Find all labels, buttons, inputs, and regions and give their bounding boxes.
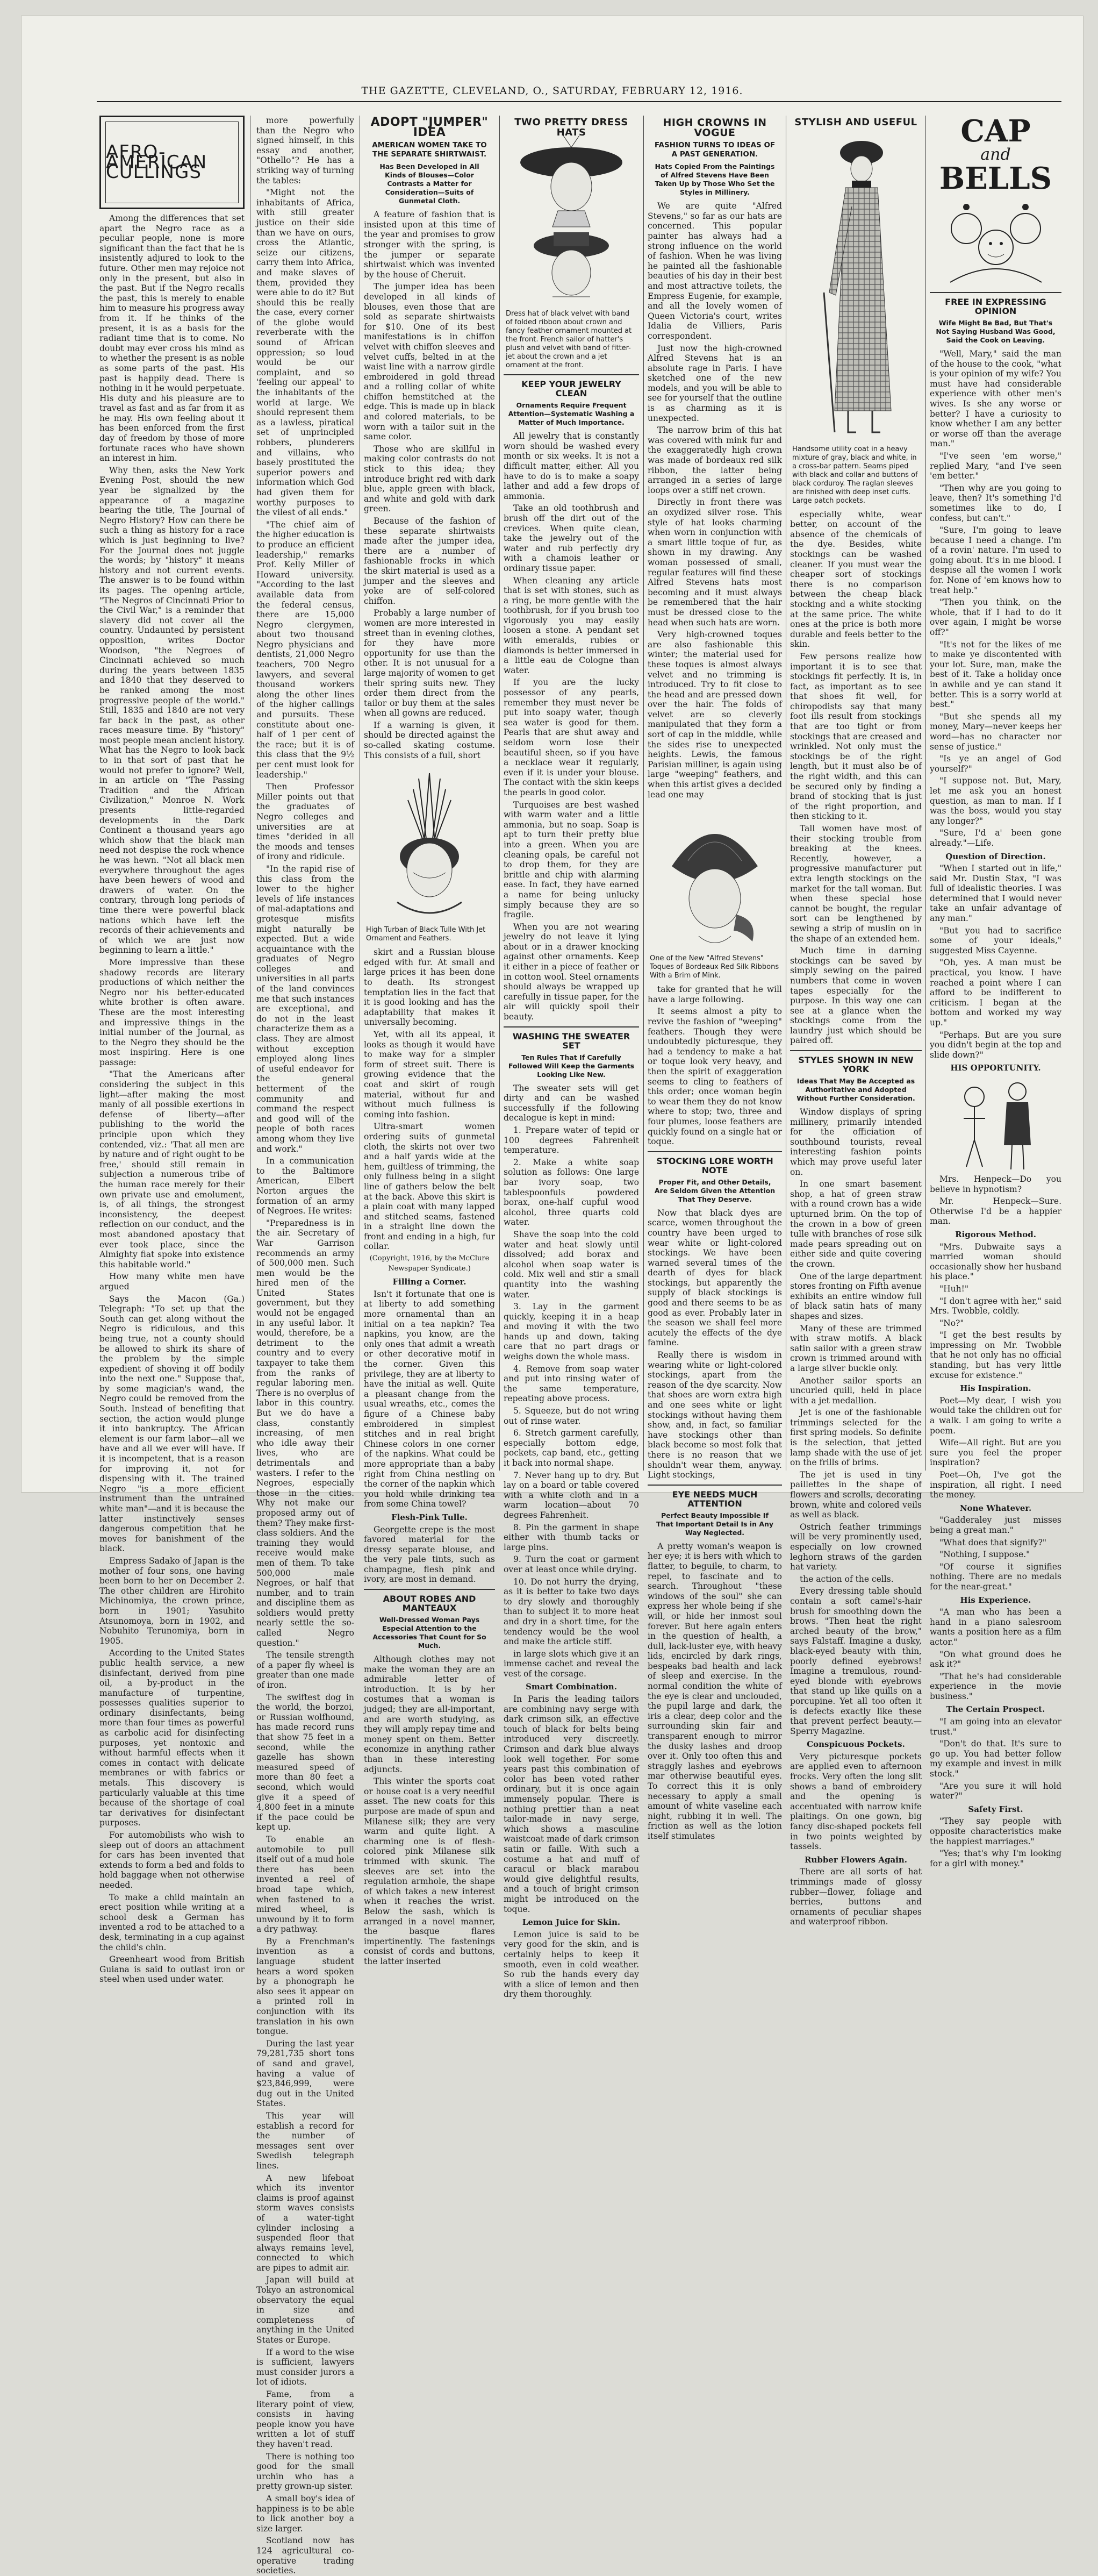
paragraph: Empress Sadako of Japan is the mother of four sons, one having been born to her on December 2. The other children are Hirohito Michinomiya, the crown prince, born in 1901; Yasuhito Atsunomoya, born in 1902, and Nobuhito Terunomiya, born in 1905. [99,1555,245,1646]
paragraph: "Is ye an angel of God yourself?" [930,754,1061,774]
paragraph: "Are you sure it will hold water?" [930,1781,1061,1801]
headline-two-pretty-dress-hats: TWO PRETTY DRESS HATS [514,117,628,138]
paragraph: Isn't it fortunate that one is at liberty to add something more ornamental than an initial on a tea napkin? Tea napkins, you know, are the only ones that admit a wreath or other decorative motif in the corner. Given this privilege, they are at liberty to have the initial as well. Quite a pleasant change from the usual wreaths, etc., comes the figure of a Chinese baby embroidered in simplest stitches and in real bright Chinese colors in one corner of the napkins. What could be more appropriate than a baby right from China nestling on the corner of the napkin which you hold while drinking tea from some China towel? [364,1289,495,1509]
subhead: The Certain Prospect. [946,1704,1045,1715]
paragraph: In Paris the leading tailors are combining navy serge with dark crimson silk, an effective touch of black for belts being introduced very discreetly. Crimson and dark blue always look well together. For some years past this combination of color has been voted rather ordinary, but it is once again immensely popular. There is nothing prettier than a neat tailor-made in navy serge, which shows a masculine waistcoat made of dark crimson satin or faille. With such a costume a hat and muff of caracul or black marabou would give delightful results, and a touch of bright crimson might be introduced on the toque. [504,1694,639,1914]
paragraph: 10. Do not hurry the drying, as it is better to take two days to dry slowly and thoroughly than to subject it to more heat and dry in a short time, for the tendency would be the wool and make the article stiff. [504,1576,639,1647]
figure-caption: Handsome utility coat in a heavy mixture of gray, black and white, in a cross-bar pattern. Seams piped with black and collar and buttons of black corduroy. The raglan sleeves are finished with deep inset cuffs. Large patch pockets. [792,445,918,505]
subhead: None Whatever. [959,1503,1032,1513]
paragraph: "Of course it signifies nothing. There are no medals for the near-great." [930,1561,1061,1592]
paragraph: 3. Lay in the garment quickly, keeping it in a heap and moving it with the two hands up and down, taking care that no part drags or weighs down the whole mass. [504,1302,639,1362]
paragraph: "Huh!" [939,1283,968,1294]
paragraph: Take an old toothbrush and brush off the dirt out of the crevices. When quite clean, take the jewelry out of the water and rub perfectly dry with a chamois leather or ordinary tissue paper. [504,503,639,573]
his-opportunity-cartoon [942,1075,1050,1172]
paragraph: 4. Remove from soap water and put into rinsing water of the same temperature, repeating above process. [504,1364,639,1404]
paragraph: "I get the best results by impressing on Mr. Twobble that he not only has no official standing, but has very little excuse for existence." [930,1330,1061,1380]
paragraph: The tensile strength of a paper fly wheel is greater than one made of iron. [256,1650,354,1690]
paragraph: There are all sorts of hat trimmings made of glossy rubber—flower, foliage and berries, buttons and ornaments of peculiar shapes and waterproof ribbon. [790,1867,922,1927]
headline-stylish-and-useful: STYLISH AND USEFUL [794,117,917,128]
paragraph: Ultra-smart women ordering suits of gunmetal cloth, the skirts not over two and a half yards wide at the hem, guiltless of trimming, the only fullness being in a slight line of gathers below the belt at the back. Above this skirt is a plain coat with many lapped and stitched seams, fastened in a straight line down the front and ending in a high, fur collar. [364,1122,495,1252]
paragraph: "Then why are you going to leave, then? It's something I'd sometimes like to do, I confess, but can't." [930,483,1061,523]
paragraph: "Yes; that's why I'm looking for a girl with money." [930,1849,1061,1868]
column-4 [504,116,639,2000]
section-rule [790,1050,922,1051]
paragraph: How many white men have argued [99,1272,245,1291]
masthead-rule [97,101,1061,102]
deck: Well-Dressed Woman Pays Especial Attention to the Accessories That Count for So Much. [372,1616,486,1650]
paragraph: Shave the soap into the cold water and heat slowly until dissolved; add borax and alcohol when soap water is cold. Mix well and stir a small quantity into the washing water. [504,1229,639,1300]
paragraph: If a warning is given, it should be directed against the so-called skating costume. This consists of a full, short [364,720,495,760]
logo-word: BELLS [939,161,1052,196]
column-1 [99,116,245,1985]
deck: Proper Fit, and Other Details, Are Seldom Given the Attention That They Deserve. [654,1178,776,1203]
paragraph: 9. Turn the coat or garment over at least once while drying. [504,1554,639,1574]
paragraph: "The chief aim of the higher education is to produce an efficient leadership," remarks Prof. Kelly Miller of Howard university. "According to the last available data from the federal census, there are 15,000 Negro clergymen, about two thousand Negro physicians and dentists, 21,000 Negro teachers, 700 Negro lawyers, and several thousand workers along the other lines of the higher callings and pursuits. These constitute about one-half of 1 per cent of the race; but it is of this class that the 9½ per cent must look for leadership." [256,519,355,780]
paragraph: in large slots which give it an immense cachet and reveal the vest of the corsage. [504,1649,639,1679]
paragraph: The jet is used in tiny paillettes in the shape of flowers and scrolls, decorating brown, white and colored veils as well as black. [790,1469,922,1520]
paragraph: Jet is one of the fashionable trimmings selected for the first spring models. So definite is the selection, that jetted lamp shade with the use of jet on the frills of brims. [790,1408,922,1468]
paragraph: Yet, with all its appeal, it looks as though it would have to make way for a simpler form of street suit. There is growing evidence that the coat and skirt of rough material, without fur and without much fullness is coming into fashion. [364,1030,495,1119]
paragraph: Wife—All right. But are you sure you feel the proper inspiration? [930,1438,1061,1468]
paragraph: Those who are skillful in making color contrasts do not stick to this idea; they introduce bright red with dark blue, apple green with black, and white and gold with dark green. [364,444,495,514]
column-6 [790,116,922,1927]
turban-illustration [376,762,483,924]
paragraph: Why then, asks the New York Evening Post, should the new year be signalized by the appearance of a magazine bearing the title, The Journal of Negro History? How can there be such a thing as history for a race which is just beginning to live? For the Journal does not juggle the words; by "history" it means history and not current events. The answer is to be found within its pages. The opening article, "The Negros of Cincinnati Prior to the Civil War," is a reminder that slavery did not cover all the country. Undaunted by persistent opposition, writes Doctor Woodson, "the Negroes of Cincinnati achieved so much during the years between 1835 and 1840 that they deserved to be ranked among the most progressive people of the world." Still, 1835 and 1840 are not very far back in the past, as other races measure time. By "history" most people mean ancient history. What has the Negro to look back to in that sort of past that he would not prefer to ignore? Well, in an article on "The Passing Tradition and the African Civilization," Monroe N. Work presents little-regarded developments in the Dark Continent a thousand years ago which show that the black man need not despise the rock whence he was hewn. "Not all black men everywhere throughout the ages have been hewers of wood and drawers of water. On the contrary, through long periods of time there were powerful black nations which have left the records of their achievements and of which we are just now beginning to learn a little." [99,465,245,955]
paragraph: In one smart basement shop, a hat of green straw with a round crown has a wide upturned brim. On the top of the crown in a bow of green tulle with branches of rose silk made pears spreading out on either side and quite covering the crown. [790,1179,922,1269]
paragraph: If you are the lucky possessor of any pearls, remember they must never be put into soapy water, though sea water is good for them. Pearls that are shut away and seldom worn lose their beautiful sheen, so if you have a necklace wear it regularly, even if it is under your blouse. The contact with the skin keeps the pearls in good color. [504,677,639,797]
subhead: Lemon Juice for Skin. [522,1917,621,1928]
column-3 [364,116,495,1966]
paragraph: When cleaning any article that is set with stones, such as a ring, be more gentle with the toothbrush, for if you brush too vigorously you may easily loosen a stone. A pendant set with emeralds, rubies or diamonds is better immersed in a little eau de Cologne than water. [504,575,639,675]
paragraph: Then Professor Miller points out that the graduates of Negro colleges and universities are at times "derided in all the moods and tenses of irony and ridicule. [256,782,354,862]
toque-illustration [656,802,774,952]
figure-caption: High Turban of Black Tulle With Jet Ornament and Feathers. [366,926,486,943]
deck: FASHION TURNS TO IDEAS OF A PAST GENERATION. [654,141,776,159]
paragraph: A feature of fashion that is insisted upon at this time of the year and promises to grow stronger with the spring, is the jumper or separate shirtwaist which was invented by the house of Cheruit. [364,210,495,280]
paragraph: "What does that signify?" [939,1537,1047,1547]
section-rule [648,1151,782,1152]
figure-caption: One of the New "Alfred Stevens" Toques of Bordeaux Red Silk Ribbons With a Brim of Mink. [650,954,779,980]
newspaper-page [21,16,1083,2576]
copyright-credit: (Copyright, 1916, by the McClure Newspaper Syndicate.) [369,1254,490,1273]
paragraph: During the last year 79,281,735 short tons of sand and gravel, having a value of $23,846,999, were dug out in the United States. [256,2038,354,2109]
paragraph: "They say people with opposite characteristics make the happiest marriages." [930,1816,1061,1846]
column-7 [930,113,1061,1868]
paragraph: 5. Squeeze, but do not wring out of rinse water. [504,1406,639,1426]
headline-afro-american-cullings: AFRO-AMERICAN CULLINGS [105,122,239,203]
paragraph: "Sure, I'd a' been gone already."—Life. [930,828,1061,848]
paragraph: A new lifeboat which its inventor claims is proof against storm waves consists of a water-tight cylinder inclosing a suspended floor that always remains level, connected to which are pipes to admit air. [256,2173,354,2273]
jester-illustration [934,196,1058,288]
paragraph: "It's not for the likes of me to make ye discontented with your lot. Sure, man, make the best of it. Take a holiday once in awhile and ye can stand it better. This is a sorry world at best." [930,639,1061,710]
article-body [99,213,245,1985]
paragraph: Tall women have most of their stocking trouble from breaking at the knees. Recently, however, a progressive manufacturer put extra length stockings on the market for the tall woman. But when these special hose cannot be bought, the regular sort can be lengthened by sewing a strip of muslin on in the shape of an extended hem. [790,824,922,944]
headline-free-expressing-opinion: FREE IN EXPRESSING OPINION [945,297,1046,316]
subhead: Rubber Flowers Again. [804,1854,908,1865]
paragraph: Probably a large number of women are more interested in street than in evening clothes, for they have more opportunity for use than the other. It is not unusual for a large majority of women to get their spring suits new. They order them direct from the tailor or buy them at the sales when all gowns are reduced. [364,608,495,718]
subhead: His Experience. [960,1595,1031,1605]
paragraph: "I suppose not. But, Mary, let me ask you an honest question, as man to man. If I was the boss, would you stay any longer?" [930,776,1061,826]
paragraph: Among the differences that set apart the Negro race as a peculiar people, none is more significant than the fact that he is insistently adjured to look to the future. Other men may rejoice not only in the present, but also in the past. But if the Negro recalls the past, this is merely to enable him to measure his progress away from it. If he thinks of the present, it is as a basis for the radiant time that is to come. No doubt may ever cross his mind as to whether the present is as noble as some parts of the past. His past is happily dead. There is nothing in it he would perpetuate. His duty and his pleasure are to travel as fast and as far from it as he may. His own feeling about it has been enforced from the first day of freedom by those of more fortunate races who have shown an interest in him. [99,213,245,463]
paragraph: Very picturesque pockets are applied even to afternoon frocks. Very often the long slit shows a band of embroidery and the opening is accentuated with narrow knife plaitings. On one gown, big fancy disc-shaped pockets fell in two points weighted by tassels. [790,1751,922,1852]
section-rule [930,292,1061,293]
paragraph: take for granted that he will have a large following. [648,984,782,1004]
paragraph: "In the rapid rise of this class from the lower to the higher levels of life instances of mal-adaptations and grotesque misfits might naturally be expected. But a wide acquaintance with the graduates of Negro colleges and universities in all parts of the land convinces me that such instances are exceptional, and do not in the least characterize them as a class. They are almost without exception employed along lines of useful endeavor for the general betterment of the community and command the respect and good will of the people of both races among whom they live and work." [256,864,354,1154]
paragraph: "I've seen 'em worse," replied Mary, "and I've seen 'em better." [930,451,1061,481]
paragraph: Lemon juice is said to be very good for the skin, and is certainly helps to keep it smooth, even in cold weather. So rub the hands every day with a slice of lemon and then dry them thoroughly. [504,1929,639,2000]
paragraph: Really there is wisdom in wearing white or light-colored stockings, apart from the reason of the dye scarcity. Now that shoes are worn extra high and one sees white or light stockings without having them show, and, in fact, so familiar have stockings other than black become so most folk that there is no reason that we shouldn't wear them, anyway. Light stockings, [648,1350,782,1480]
paragraph: skirt and a Russian blouse edged with fur. At small and large prices it has been done to death. Its strongest temptation lies in the fact that it is good looking and has the adaptability that makes it universally becoming. [364,947,495,1027]
cap-and-bells-logo [930,113,1061,196]
paragraph: "I don't agree with her," said Mrs. Twobble, coldly. [930,1296,1061,1316]
paragraph: The jumper idea has been developed in all kinds of blouses, even those that are sold as separate shirtwaists for $10. One of its best manifestations is in chiffon velvet with chiffon sleeves and velvet cuffs, belted in at the waist line with a narrow girdle embroidered in gold thread and a rolling collar of white chiffon hemstitched at the edge. This is made up in black and colored materials, to be worn with a tailor suit in the same color. [364,282,495,442]
deck: Has Been Developed in All Kinds of Blouses—Color Contrasts a Matter for Consideration—Suits of Gunmetal Cloth. [379,162,479,205]
paragraph: Much time in darning stockings can be saved by simply sewing on the paired numbers that come in woven tapes especially for the purpose. In this way one can see at a glance when the stockings come from the laundry just which should be paired off. [790,946,922,1046]
headline-eye-needs-attention: EYE NEEDS MUCH ATTENTION [672,1489,758,1509]
paragraph: The narrow brim of this hat was covered with mink fur and the exaggeratedly high crown was made of bordeaux red silk ribbon, the latter being arranged in a series of large loops over a stiff net crown. [648,425,782,495]
subhead: Conspicuous Pockets. [807,1739,905,1750]
paragraph: A pretty woman's weapon is her eye; it is hers with which to flatter, to beguile, to charm, to repel, to fascinate and to search. Throughout "these windows of the soul" she can express her whole being if she will, or hide her inmost soul forever. But here again enters in the question of health, a dull, lack-luster eye, with heavy lids, encircled by dark rings, bespeaks bad health and lack of sleep and exercise. In the normal condition the white of the eye is clear and unclouded, the pupil large and dark, the iris a clear, deep color and the surrounding skin fair and transparent enough to mirror the dusky lashes and droop over it. Only too often this and straggly lashes and eyebrows mar otherwise beautiful eyes. To correct this it is only necessary to apply a small amount of white vaseline each night, rubbing it in well. The friction as well as the lotion itself stimulates [648,1541,782,1841]
headline-adopt-jumper-idea: ADOPT "JUMPER" IDEA [370,116,489,139]
column-5 [648,116,782,1841]
paragraph: the action of the cells. [800,1574,894,1584]
paragraph: "But she spends all my money, Mary—never keeps her word—has no character nor sense of justice." [930,711,1061,752]
paragraph: Very high-crowned toques are also fashionable this winter; the material used for these toques is almost always velvet and no trimming is introduced. Try to fit close to the head and are pressed down over the hair. The folds of velvet are so cleverly manipulated that they form a sort of cap in the middle, while the sides rise to unexpected heights. Lewis, the famous Parisian milliner, is again using large "weeping" feathers, and when this artist gives a decided lead one may [648,630,782,800]
dress-hats-illustration [509,141,633,308]
paragraph: Because of the fashion of these separate shirtwaists made after the jumper idea, there are a number of fashionable frocks in which the skirt material is used as a jumper and the sleeves and yoke are of self-colored chiffon. [364,516,495,606]
headline-box [99,116,245,209]
paragraph: Just now the high-crowned Alfred Stevens hat is an absolute rage in Paris. I have sketched one of the new models, and you will be able to see for yourself that the outline is as charming as it is unexpected. [648,343,782,423]
paragraph: Directly in front there was an oxydized silver rose. This style of hat looks charming when worn in conjunction with a smart little toque of fur, as shown in my drawing. Any woman possessed of small, regular features will find these Alfred Stevens hats most becoming and it must always be remembered that the hair must be dressed close to the head when such hats are worn. [648,497,782,627]
logo-word: CAP [960,113,1031,149]
paragraph: "But you had to sacrifice some of your ideals," suggested Miss Cayenne. [930,925,1061,955]
figure-caption: Dress hat of black velvet with band of folded ribbon about crown and fancy feather ornament mounted at the front. French sailor of hatter's plush and velvet with band of fitter-jet about the crown and a jet ornament at the front. [506,310,632,370]
paragraph: 1. Prepare water of tepid or 100 degrees Fahrenheit temperature. [504,1125,639,1155]
paragraph: "Might not the inhabitants of Africa, with still greater justice on their side than we have on ours, cross the Atlantic, seize our citizens, carry them into Africa, and make slaves of them, provided they were able to do it? But should this be really the case, every corner of the globe would reverberate with the sound of African oppression; so loud would be our complaint, and so 'feeling our appeal' to the inhabitants of the world at large. We should represent them as a lawless, piratical set of unprincipled robbers, plunderers and villains, who basely prostituted the superior powers and information which God had given them for worthy purposes to the vilest of all ends." [256,188,354,518]
deck: Hats Copied From the Paintings of Alfred Stevens Have Been Taken Up by Those Who Set the Styles in Millinery. [655,162,775,197]
section-rule [364,1589,495,1590]
subhead: His Inspiration. [960,1383,1031,1394]
paragraph: "Sure, I'm going to leave because I need a change. I'm of a rovin' nature. I'm used to going about. It's in me blood. I despise all the women I work for. None of 'em knows how to treat help." [930,525,1061,595]
paragraph: We are quite "Alfred Stevens," so far as our hats are concerned. This popular painter has always had a strong influence on the world of fashion. When he was living he painted all the fashionable beauties of his day in their best and most attractive toilets, the Empress Eugenie, for example, and all the lovely women of Queen Victoria's court, writes Idalia de Villiers, Paris correspondent. [648,201,782,341]
masthead: THE GAZETTE, CLEVELAND, O., SATURDAY, FEBRUARY 12, 1916. [361,85,743,97]
headline-washing-sweater-set: WASHING THE SWEATER SET [512,1031,630,1051]
section-rule [504,374,639,375]
paragraph: According to the United States public health service, a new disinfectant, derived from pine oil, a by-product in the manufacture of turpentine, possesses qualities superior to ordinary disinfectants, being more than four times as powerful as carbolic acid for disinfecting purposes, yet nontoxic and without harmful effects when it comes in contact with delicate membranes or with fabrics or metals. This discovery is particularly valuable at this time because of the shortage of coal tar derivatives for disinfectant purposes. [99,1648,245,1828]
paragraph: This winter the sports coat or house coat is a very needful asset. The new coats for this purpose are made of spun and Milanese silk; they are very warm and quite light. A charming one is of flesh-colored pink Milanese silk trimmed with skunk. The sleeves are set into the regulation armhole, the shape of which takes a new interest when it reaches the wrist. Below the sash, which is arranged in a novel manner, the basque flares impertinently. The fastenings consist of cords and buttons, the latter inserted [364,1776,495,1966]
paragraph: Greenheart wood from British Guiana is said to outlast iron or steel when used under water. [99,1954,245,1985]
paragraph: "Oh, yes. A man must be practical, you know. I have reached a point where I can afford to be indifferent to criticism. I began at the bottom and worked my way up." [930,958,1061,1027]
paragraph: More impressive than these shadowy records are literary productions of which neither the Negro nor his better-educated white brother is often aware. These are the most interesting and impressive things in the initial number of the Journal, as to the Negro they should be the most inspiring. Here is one passage: [99,957,245,1067]
paragraph: "Perhaps. But are you sure you didn't begin at the top and slide down?" [930,1030,1061,1060]
paragraph: To make a child maintain an erect position while writing at a school desk a German has invented a rod to be attached to a desk, terminating in a cup against the child's chin. [99,1892,245,1952]
paragraph: "That the Americans after considering the subject in this light—after making the most manly of all possible exertions in defense of liberty—after publishing to the world the principle upon which they contended, viz.: 'That all men are by nature and of right ought to be free,' should still remain in subjection a numerous tribe of the human race merely for their own private use and emolument, is, of all things, the strongest inconsistency, the deepest reflection on our conduct, and the most abandoned apostacy that ever took place, since the Almighty fiat spoke into existence this habitable world." [99,1069,245,1269]
paragraph: Japan will build at Tokyo an astronomical observatory the equal in size and completeness of anything in the United States or Europe. [256,2275,354,2345]
logo-word: and [980,145,1011,164]
paragraph: "Nothing, I suppose." [939,1550,1030,1560]
paragraph: "No?" [939,1318,964,1328]
subhead: Filling a Corner. [392,1277,467,1287]
deck: Perfect Beauty Impossible If That Important Detail Is in Any Way Neglected. [656,1511,774,1537]
paragraph: "A man who has been a hand in a piano salesroom wants a position here as a film actor." [930,1607,1061,1647]
cartoon-caption: Mr. Henpeck—Sure. Otherwise I'd be a happier man. [930,1196,1061,1226]
paragraph: 8. Pin the garment in shape either with thumb tacks or large pins. [504,1522,639,1552]
subhead: HIS OPPORTUNITY. [950,1063,1041,1073]
paragraph: A small boy's idea of happiness is to be able to lick another boy a size larger. [256,2493,354,2534]
paragraph: Although clothes may not make the woman they are an admirable letter of introduction. It is by her costumes that a woman is judged; they are all-important, and are worth studying, as they will amply repay time and money spent on them. Better economize in anything rather than in these interesting adjuncts. [364,1654,495,1774]
utility-coat-illustration [802,131,910,443]
column-2 [256,116,355,2576]
paragraph: Window displays of spring millinery, primarily intended for the officiation of southbound tourists, reveal interesting fashion points which may prove useful later on. [790,1107,922,1177]
paragraph: Few persons realize how important it is to see that stockings fit perfectly. It is, in fact, as important as to see that shoes fit well, for chiropodists say that many foot ills result from stockings that are too tight or from stockings that are creased and wrinkled. Not only must the stockings be of the right length, but it must also be of the right width, and this can be secured only by finding a brand of stocking that is just of the right proportion, and then sticking to it. [790,651,922,822]
paragraph: Ostrich feather trimmings will be very prominently used, especially on low crowned leghorn straws of the garden hat variety. [790,1522,922,1572]
deck: Ornaments Require Frequent Attention—Systematic Washing a Matter of Much Importance. [508,401,635,427]
subhead: Safety First. [968,1804,1023,1814]
headline-styles-new-york: STYLES SHOWN IN NEW YORK [798,1055,914,1075]
section-rule [648,1485,782,1486]
paragraph: Now that black dyes are scarce, women throughout the country have been urged to wear white or light-colored stockings. We have been warned several times of the dearth of dyes for black stockings, but apparently the supply of black stockings is good and there seems to be as good as ever. Probably later in the season we shall feel more acutely the effects of the dye famine. [648,1208,782,1348]
paragraph: It seems almost a pity to revive the fashion of "weeping" feathers. Though they were undoubtedly picturesque, they had a tendency to make a hat or toque look very heavy, and then the spirit of exaggeration seems to cling to feathers of this order; once woman begin to wear them they do not know where to stop; two, three and four plumes, loose feathers are quickly found on a single hat or toque. [648,1007,782,1147]
paragraph: When you are not wearing jewelry do not leave it lying about or in a drawer knocking against other ornaments. Keep it either in a piece of feather or in cotton wool. Steel ornaments should always be wrapped up carefully in tissue paper, for the air will quickly spoil their beauty. [504,922,639,1022]
paragraph: Poet—Oh, I've got the inspiration, all right. I need the money. [930,1470,1061,1500]
paragraph: "Mrs. Dubwaite says a married woman should occasionally show her husband his place." [930,1241,1061,1282]
paragraph: "When I started out in life," said Mr. Dustin Stax, "I was full of idealistic theories. I was determined that I would never take an unfair advantage of any man." [930,864,1061,924]
paragraph: Georgette crepe is the most favored material for the dressy separate blouse, and the very pale tints, such as champagne, flesh pink and ivory, are most in demand. [364,1524,495,1585]
subhead: Rigorous Method. [955,1229,1036,1239]
headline-stocking-lore: STOCKING LORE WORTH NOTE [656,1155,773,1175]
headline-high-crowns-in-vogue: HIGH CROWNS IN VOGUE [663,117,767,139]
paragraph: "Don't do that. It's sure to go up. You had better follow my example and invest in milk stock." [930,1739,1061,1779]
headline-robes-and-manteaux: ABOUT ROBES AND MANTEAUX [383,1594,476,1614]
paragraph: This year will establish a record for the number of messages sent over Swedish telegraph lines. [256,2110,354,2171]
paragraph: especially white, wear better, on account of the absence of the chemicals of the dye. Besides, white stockings can be washed cleaner. If you must wear the cheaper sort of stockings there is no comparison between the cheap black stocking and a white stocking at the same price. The white ones at the price is both more durable and feels better to the skin. [790,509,922,650]
paragraph: Turquoises are best washed with warm water and a little ammonia, but no soap. Soap is apt to turn their pretty blue into a green. When you are cleaning opals, be careful not to drop them, for they are brittle and chip with alarming ease. In fact, they have earned a name for being unlucky simply because they are so fragile. [504,800,639,920]
paragraph: 2. Make a white soap solution as follows: One large bar ivory soap, two tablespoonfuls powdered borax, one-half cupful wood alcohol, three quarts cold water. [504,1157,639,1228]
paragraph: 7. Never hang up to dry. But lay on a board or table covered with a white cloth and in a warm location—about 70 degrees Fahrenheit. [504,1470,639,1520]
paragraph: One of the large department stores fronting on Fifth avenue exhibits an entire window full of black satin hats of many shapes and sizes. [790,1271,922,1321]
paragraph: To enable an automobile to pull itself out of a mud hole there has been invented a reel of broad tape which, when fastened to a mired wheel, is unwound by it to form a dry pathway. [256,1834,354,1935]
headline-keep-jewelry-clean: KEEP YOUR JEWELRY CLEAN [521,379,621,399]
paragraph: "On what ground does he ask it?" [930,1649,1061,1669]
deck: Ideas That May Be Accepted as Authoritative and Adopted Without Further Consideration. [796,1077,915,1103]
cartoon-caption: Mrs. Henpeck—Do you believe in hypnotism? [930,1174,1061,1194]
paragraph: "I am going into an elevator trust." [930,1717,1061,1737]
paragraph: Poet—My dear, I wish you would take the children out for a walk. I am going to write a poem. [930,1395,1061,1436]
paragraph: The sweater sets will get dirty and can be washed successfully if the following decalogue is kept in mind: [504,1083,639,1123]
subhead: Smart Combination. [526,1682,617,1692]
deck: AMERICAN WOMEN TAKE TO THE SEPARATE SHIRTWAIST. [372,141,487,159]
section-rule [504,1026,639,1027]
paragraph: By a Frenchman's invention as a language student hears a word spoken by a phonograph he also sees it appear on a printed roll in conjunction with its translation in his own tongue. [256,1936,354,2037]
paragraph: "Gadderaley just misses being a great man." [930,1515,1061,1535]
column-divider [499,116,500,1471]
paragraph: For automobilists who wish to sleep out of doors an attachment for cars has been invented that extends to form a bed and folds to hold baggage when not otherwise needed. [99,1830,245,1890]
paragraph: If a word to the wise is sufficient, lawyers must consider jurors a lot of idiots. [256,2347,354,2387]
paragraph: "That he's had considerable experience in the movie business." [930,1671,1061,1701]
deck: Ten Rules That If Carefully Followed Will Keep the Garments Looking Like New. [508,1053,635,1079]
paragraph: "Then you think, on the whole, that if I had to do it over again, I might be worse off?" [930,597,1061,638]
column-divider [925,116,926,1471]
paragraph: Many of these are trimmed with straw motifs. A black satin sailor with a green straw crown is trimmed around with a large silver buckle only. [790,1323,922,1373]
deck: Wife Might Be Bad, But That's Not Saying Husband Was Good, Said the Cook on Leaving. [936,319,1056,344]
paragraph: The swiftest dog in the world, the borzoi, or Russian wolfhound, has made record runs that show 75 feet in a second, while the gazelle has shown measured speed of more than 80 feet a second, which would give it a speed of 4,800 feet in a minute if the pace could be kept up. [256,1692,354,1832]
paragraph: Fame, from a literary point of view, consists in having people know you have written a lot of stuff they haven't read. [256,2389,354,2449]
paragraph: 6. Stretch garment carefully, especially bottom edge, pockets, cap band, etc., getting it back into normal shape. [504,1428,639,1468]
paragraph: All jewelry that is constantly worn should be washed every month or six weeks. It is not a difficult matter, either. All you have to do is to make a soapy lather and add a few drops of ammonia. [504,431,639,501]
paragraph: "Well, Mary," said the man of the house to the cook, "what is your opinion of my wife? You must have had considerable experience with other men's wives. Is she any worse or better? I have a curiosity to know whether I am any better or worse off than the average man." [930,349,1061,449]
subhead: Question of Direction. [945,851,1046,861]
paragraph: There is nothing too good for the small urchin who has a pretty grown-up sister. [256,2451,354,2492]
paragraph: Another sailor sports an uncurled quill, held in place with a jet medallion. [790,1375,922,1405]
paragraph: Says the Macon (Ga.) Telegraph: "To set up that the South can get along without the Negro is ridiculous, and this being true, not a county should be allowed to shirk its share of the problem by the simple expedient of shoving it off bodily into the next one." Suppose that, by some magician's wand, the Negro could be removed from the South. Instead of benefiting that section, the action would plunge it into bankruptcy. The African element is our farm labor—all we have and all we ever will have. If it is incompetent, that is a reason for improving it, not for dispensing with it. The trained Negro "is a more efficient instrument than the untrained white man"—and it is because the latter instinctively senses dangerous competition that he moves for banishment of the black. [99,1294,245,1554]
paragraph: Every dressing table should contain a soft camel's-hair brush for smoothing down the brows. "Then heat the right arched beauty of the brow," says Falstaff. Imagine a dusky, black-eyed beauty with thin, poorly defined eyebrows! Imagine a tremulous, round-eyed blonde with eyebrows that stand up like quills on a porcupine. Yet all too often it is defects exactly like these that prevent perfect beauty.—Sperry Magazine. [790,1586,922,1736]
subhead: Flesh-Pink Tulle. [391,1512,468,1522]
paragraph: "Preparedness is in the air. Secretary of War Garrison recommends an army of 500,000 men. Such men would be the hired men of the United States government, but they would not be engaged in any useful labor. It would, therefore, be a detriment to the country and to every taxpayer to take them from the ranks of regular laboring men. There is no overplus of labor in this country. But we do have a class, constantly increasing, of men who idle away their lives, who are detrimentals and wasters. I refer to the Negroes, especially those in the cities. Why not make our proposed army out of them? They make first-class soldiers. And the training they would receive would make men of them. To take 500,000 male Negroes, or half that number, and to train and discipline them as soldiers would pretty nearly settle the so-called Negro question." [256,1218,354,1648]
paragraph: In a communication to the Baltimore American, Elbert Norton argues the formation of an army of Negroes. He writes: [256,1156,354,1216]
paragraph: more powerfully than the Negro who signed himself, in this essay and another, "Othello"? He has a striking way of turning the tables: [256,116,354,185]
column-divider [643,116,644,1471]
paragraph: Scotland now has 124 agricultural co-operative trading societies. [256,2536,354,2576]
